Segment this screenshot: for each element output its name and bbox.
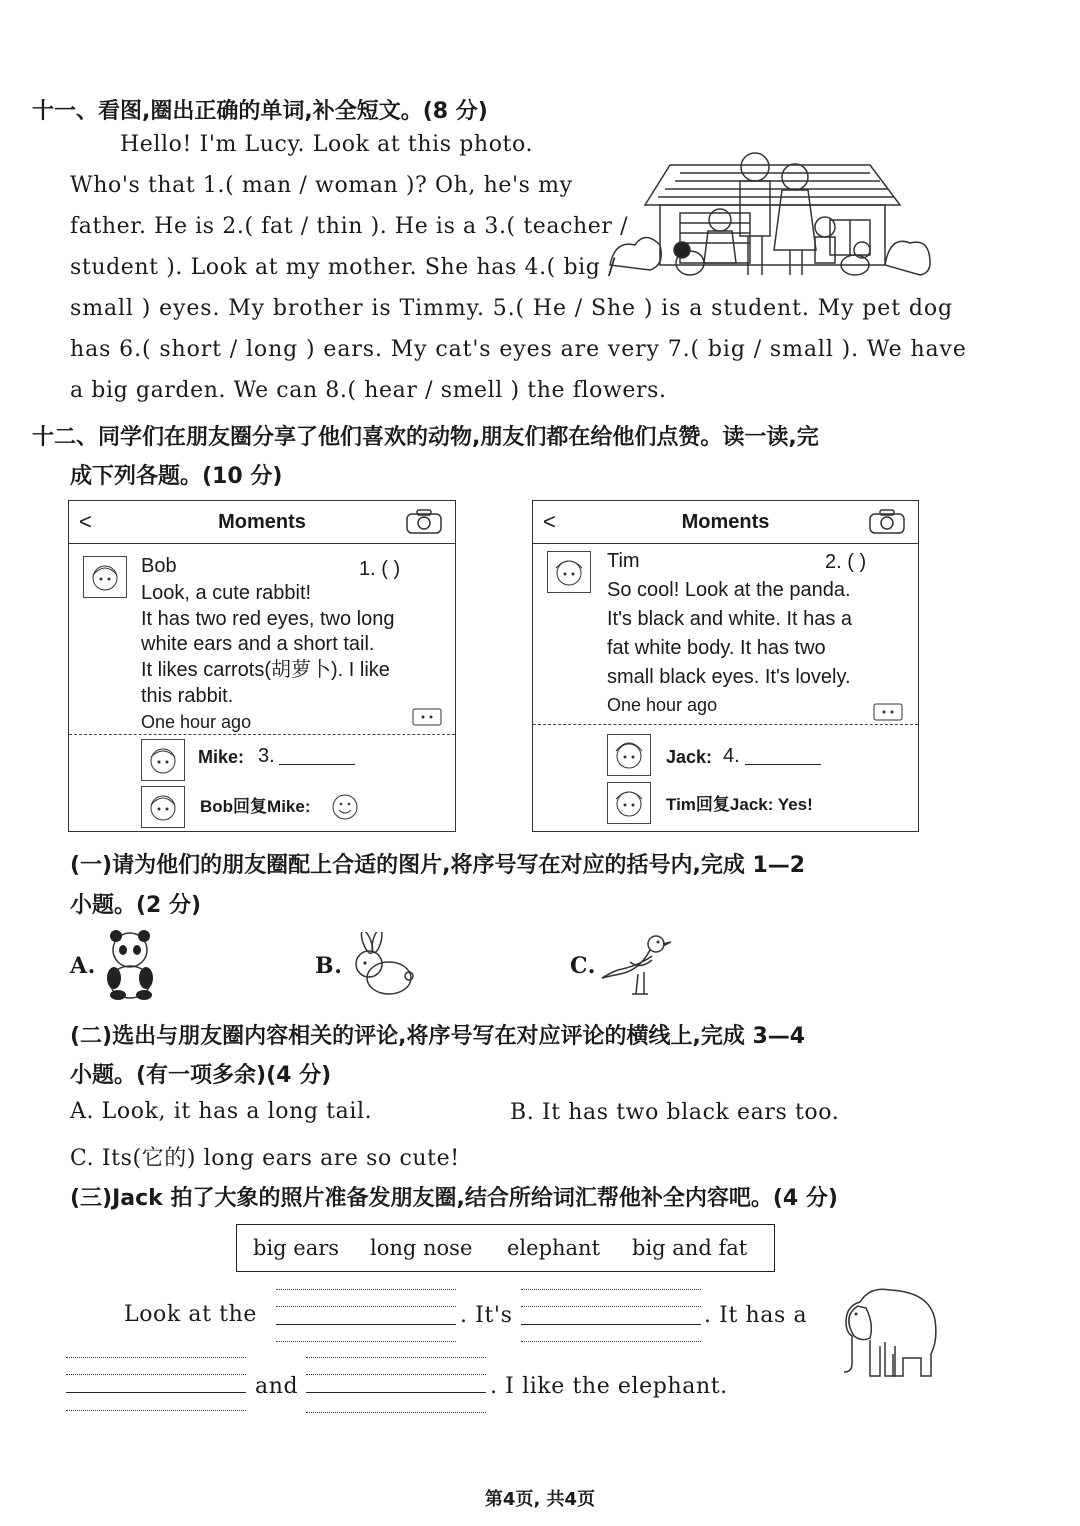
passage-line-4: student ). Look at my mother. She has 4.( big / [70,255,617,280]
page-footer: 第4页, 共4页 [484,1489,596,1510]
part-3-instruction: (三)Jack 拍了大象的照片准备发朋友圈,结合所给词汇帮他补全内容吧。(4 分) [70,1186,838,1211]
sentence-part-3: . It has a [704,1303,808,1328]
post-line: It's black and white. It has a [607,608,853,630]
post-line: Look, a cute rabbit! [141,582,312,604]
writing-guide [66,1410,246,1411]
camera-icon[interactable] [868,509,906,535]
jack-avatar [607,734,651,776]
elephant-icon [830,1282,940,1382]
question-3-blank[interactable] [279,764,355,765]
word-bank-item: elephant [507,1236,601,1260]
post-time: One hour ago [607,695,718,715]
passage-line-7: a big garden. We can 8.( hear / smell ) the flowers. [70,378,667,403]
writing-guide [66,1374,246,1375]
blank-1[interactable] [276,1324,456,1325]
post-line: small black eyes. It's lovely. [607,666,851,688]
bob-avatar [83,556,127,598]
option-a-label: A. [70,953,96,979]
post-line: So cool! Look at the panda. [607,579,851,601]
passage-line-5: small ) eyes. My brother is Timmy. 5.( He / She ) is a student. My pet dog [70,296,953,321]
writing-guide [276,1306,456,1307]
sentence-part-4: and [255,1374,299,1399]
comment-reply-bob: Bob回复Mike: [200,797,311,816]
comment-divider [533,724,918,725]
panda-icon [100,928,160,1000]
mike-avatar [141,739,185,781]
blank-2[interactable] [521,1324,701,1325]
comment-divider [69,734,455,735]
comment-more-icon[interactable] [412,708,442,726]
post-time: One hour ago [141,712,252,732]
moments-card-bob [68,500,456,832]
writing-guide [276,1341,456,1342]
sentence-part-5: . I like the elephant. [490,1374,728,1399]
poster-name-bob: Bob [141,555,177,577]
writing-guide [306,1374,486,1375]
post-line: It likes carrots(胡萝卜). I like [141,659,390,681]
writing-guide [521,1341,701,1342]
writing-guide [66,1357,246,1358]
question-3-label: 3. [258,745,275,767]
question-4-blank[interactable] [745,764,821,765]
word-bank-item: big ears [253,1236,340,1260]
comment-option-b: B. It has two black ears too. [510,1100,840,1125]
comment-option-c: C. Its(它的) long ears are so cute! [70,1146,460,1171]
comment-author-mike: Mike: [198,747,245,767]
question-1-bracket[interactable]: 1. ( ) [359,558,401,580]
question-2-bracket[interactable]: 2. ( ) [825,551,867,573]
back-icon[interactable]: < [543,509,556,534]
section-12-heading-line1: 十二、同学们在朋友圈分享了他们喜欢的动物,朋友们都在给他们点赞。读一读,完 [32,425,819,450]
family-photo-illustration [600,135,945,300]
blank-3[interactable] [66,1392,246,1393]
tim-avatar [547,551,591,593]
word-bank-item: big and fat [632,1236,748,1260]
post-line: It has two red eyes, two long [141,608,395,630]
comment-reply-tim: Tim回复Jack: Yes! [666,795,813,814]
post-line: this rabbit. [141,685,234,707]
comment-option-a: A. Look, it has a long tail. [70,1099,373,1124]
moments-header [69,501,455,544]
moments-header [533,501,918,544]
writing-guide [306,1412,486,1413]
post-line: fat white body. It has two [607,637,826,659]
sentence-part-2: . It's [460,1303,513,1328]
section-11-heading: 十一、看图,圈出正确的单词,补全短文。(8 分) [32,99,488,124]
moments-title: Moments [218,511,306,533]
passage-line-6: has 6.( short / long ) ears. My cat's eyes are very 7.( big / small ). We have [70,337,967,362]
part-2-instruction-line2: 小题。(有一项多余)(4 分) [70,1063,332,1088]
rabbit-icon [345,932,417,996]
blank-4[interactable] [306,1392,486,1393]
question-4-label: 4. [723,745,740,767]
sentence-part-1: Look at the [124,1302,258,1327]
writing-guide [521,1306,701,1307]
passage-line-2: Who's that 1.( man / woman )? Oh, he's my [70,173,573,198]
bird-icon [600,932,674,1000]
bob-avatar-small [141,786,185,828]
back-icon[interactable]: < [79,509,92,534]
option-b-label: B. [315,953,343,979]
moments-card-tim [532,500,919,832]
section-12-heading-line2: 成下列各题。(10 分) [70,464,283,489]
part-2-instruction-line1: (二)选出与朋友圈内容相关的评论,将序号写在对应评论的横线上,完成 3—4 [70,1024,806,1049]
camera-icon[interactable] [405,509,443,535]
part-1-instruction-line2: 小题。(2 分) [70,893,202,918]
smiley-icon [331,793,359,821]
writing-guide [306,1357,486,1358]
comment-more-icon[interactable] [873,703,903,721]
passage-line-3: father. He is 2.( fat / thin ). He is a 3.( teacher / [70,214,629,239]
writing-guide [276,1289,456,1290]
post-line: white ears and a short tail. [141,633,375,655]
tim-avatar-small [607,782,651,824]
passage-line-1: Hello! I'm Lucy. Look at this photo. [120,132,534,157]
moments-title: Moments [681,511,770,533]
poster-name-tim: Tim [607,550,640,572]
writing-guide [521,1289,701,1290]
word-bank-item: long nose [370,1236,473,1260]
part-1-instruction-line1: (一)请为他们的朋友圈配上合适的图片,将序号写在对应的括号内,完成 1—2 [70,853,806,878]
option-c-label: C. [570,953,596,979]
comment-author-jack: Jack: [666,747,713,767]
word-bank [236,1224,775,1272]
